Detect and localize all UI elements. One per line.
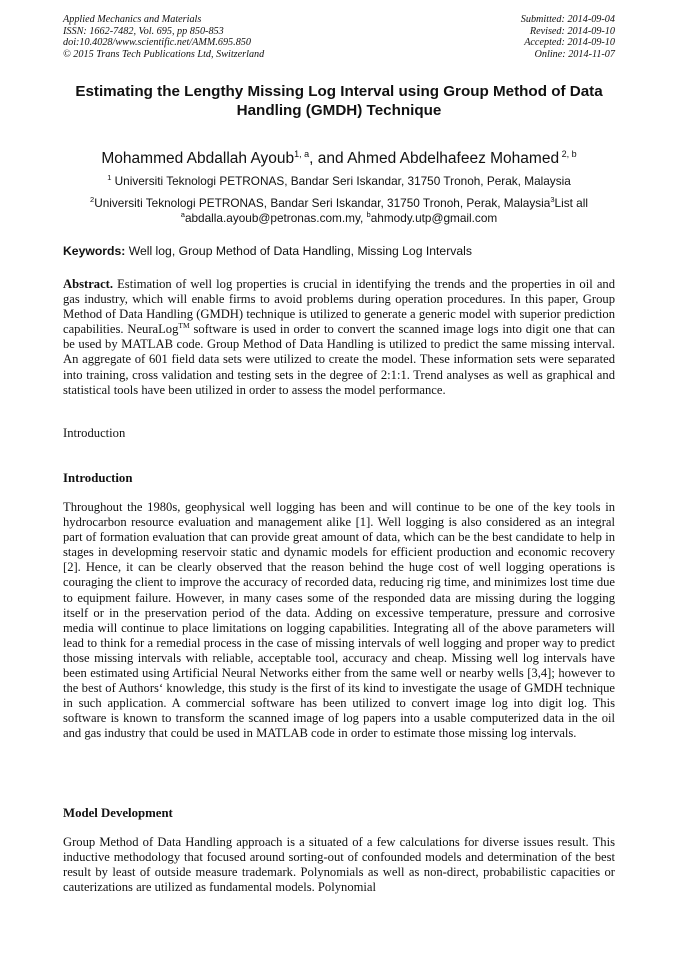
keywords [63, 244, 615, 259]
author-1-mark: 1, a [294, 149, 310, 159]
abstract-text-2: software is used in order to convert the scanned image logs into digit one that can be used by MATLAB code. Group Method of Data Handling is utilized to predict the same missing interval. An aggregate of 601 field data sets were utilized to create the model. These information sets were separated into training, cross validation and testing sets in the degree of 2:1:1. Trend analyses as well as graphical and statistical tools have been utilized in order to assess the model performance. [63, 322, 615, 397]
author-emails [30, 207, 648, 226]
journal-dates-right [521, 14, 615, 60]
model-development-paragraph: Group Method of Data Handling approach is a situated of a few calculations for diverse issues result. This inductive methodology that focused around sorting-out of confounded models and determination of the best result by least of outside measure trademark. Polynomials as well as non-direct, probabilistic capacities or cauterizations are utilized as fundamental models. Polynomial [63, 835, 615, 895]
author-line [40, 144, 638, 169]
affiliation-3-number: 3 [550, 195, 555, 204]
introduction-paragraph: Throughout the 1980s, geophysical well logging has been and will continue to be one of the key tools in hydrocarbon resource evaluation and management alike [1]. Well logging is also considered as an integral part of formation evaluation that can provide great amount of data, which can be the best candidate to help in stages in developming reservoir static and dynamic models for efficient production and economic recovery [2]. Hence, it can be clearly observed that the reason behind the huge cost of well logging operations is couraging the client to improve the accuracy of recorded data, reducing rig time, and minimizes lost time due to equipment failure. However, in many cases some of the responded data are missing during the logging itself or in the preservation period of the data. Adding on excessive temperature, pressure and corrosive media will continue to place limitations on logging capabilities. Integrating all of the above parameters will lead to think for a remedial process in the case of missing intervals of well logging and proper way to predict those missing intervals with reliable, acceptable tool, accuracy and cheap. Missing well log intervals have been estimated using Artificial Neural Networks either from the same well or nearby wells [3,4]; however to the best of Authors‘ knowledge, this study is the first of its kind to investigate the usage of GMDH technique in such application. A commercial software has been utilized to convert image log into digit log. This software is known to transform the scanned image of log papers into a usable computerized data in the oil and gas industry that could be used in MATLAB code in order to estimate those missing log intervals. [63, 500, 615, 741]
abstract-paragraph [63, 277, 615, 398]
author-1: Mohammed Abdallah Ayoub [101, 150, 295, 168]
author-separator: , and [309, 150, 348, 168]
journal-doi: doi:10.4028/www.scientific.net/AMM.695.850 [63, 37, 251, 49]
keywords-text: Well log, Group Method of Data Handling, Missing Log Intervals [125, 244, 472, 258]
affiliation-2-text: Universiti Teknologi PETRONAS, Bandar Seri Iskandar, 31750 Tronoh, Perak, Malaysia [94, 195, 551, 210]
journal-copyright: © 2015 Trans Tech Publications Ltd, Switzerland [63, 48, 265, 60]
date-submitted: Submitted: 2014-09-04 [520, 14, 615, 25]
email-a: abdalla.ayoub@petronas.com.my, [184, 210, 367, 225]
abstract-label: Abstract. [63, 277, 114, 291]
email-b: ahmody.utp@gmail.com [370, 210, 498, 225]
journal-info-left [63, 14, 264, 60]
journal-name: Applied Mechanics and Materials [63, 14, 202, 25]
email-b-mark: b [366, 210, 371, 219]
affiliation-2-number: 2 [90, 195, 95, 204]
date-accepted: Accepted: 2014-09-10 [524, 37, 615, 49]
keywords-label: Keywords: [63, 244, 126, 258]
date-revised: Revised: 2014-09-10 [529, 25, 615, 37]
introduction-heading: Introduction [63, 471, 133, 485]
journal-issn: ISSN: 1662-7482, Vol. 695, pp 850-853 [63, 25, 224, 37]
trademark-mark: TM [178, 321, 190, 331]
email-a-mark: a [180, 210, 185, 219]
affiliation-1 [30, 170, 648, 189]
affiliation-3-text: List all [554, 195, 588, 210]
stray-introduction-text: Introduction [63, 426, 126, 440]
model-development-heading: Model Development [63, 806, 173, 820]
paper-title: Estimating the Lengthy Missing Log Interval using Group Method of Data Handling (GMDH) Technique [75, 83, 603, 119]
affiliation-1-number: 1 [107, 173, 112, 182]
date-online: Online: 2014-11-07 [534, 48, 615, 60]
author-2-mark: 2, b [559, 149, 577, 159]
abstract-text-1: Estimation of well log properties is crucial in identifying the trends and the properties in oil and gas industry, which will enable firms to avoid problems during operation procedures. In this paper, Group Method of Data Handling (GMDH) technique is utilized to generate a generic model with superior prediction capabilities. NeuraLog [63, 277, 615, 337]
affiliation-1-text: Universiti Teknologi PETRONAS, Bandar Seri Iskandar, 31750 Tronoh, Perak, Malaysia [111, 173, 571, 188]
author-2: Ahmed Abdelhafeez Mohamed [347, 150, 560, 168]
